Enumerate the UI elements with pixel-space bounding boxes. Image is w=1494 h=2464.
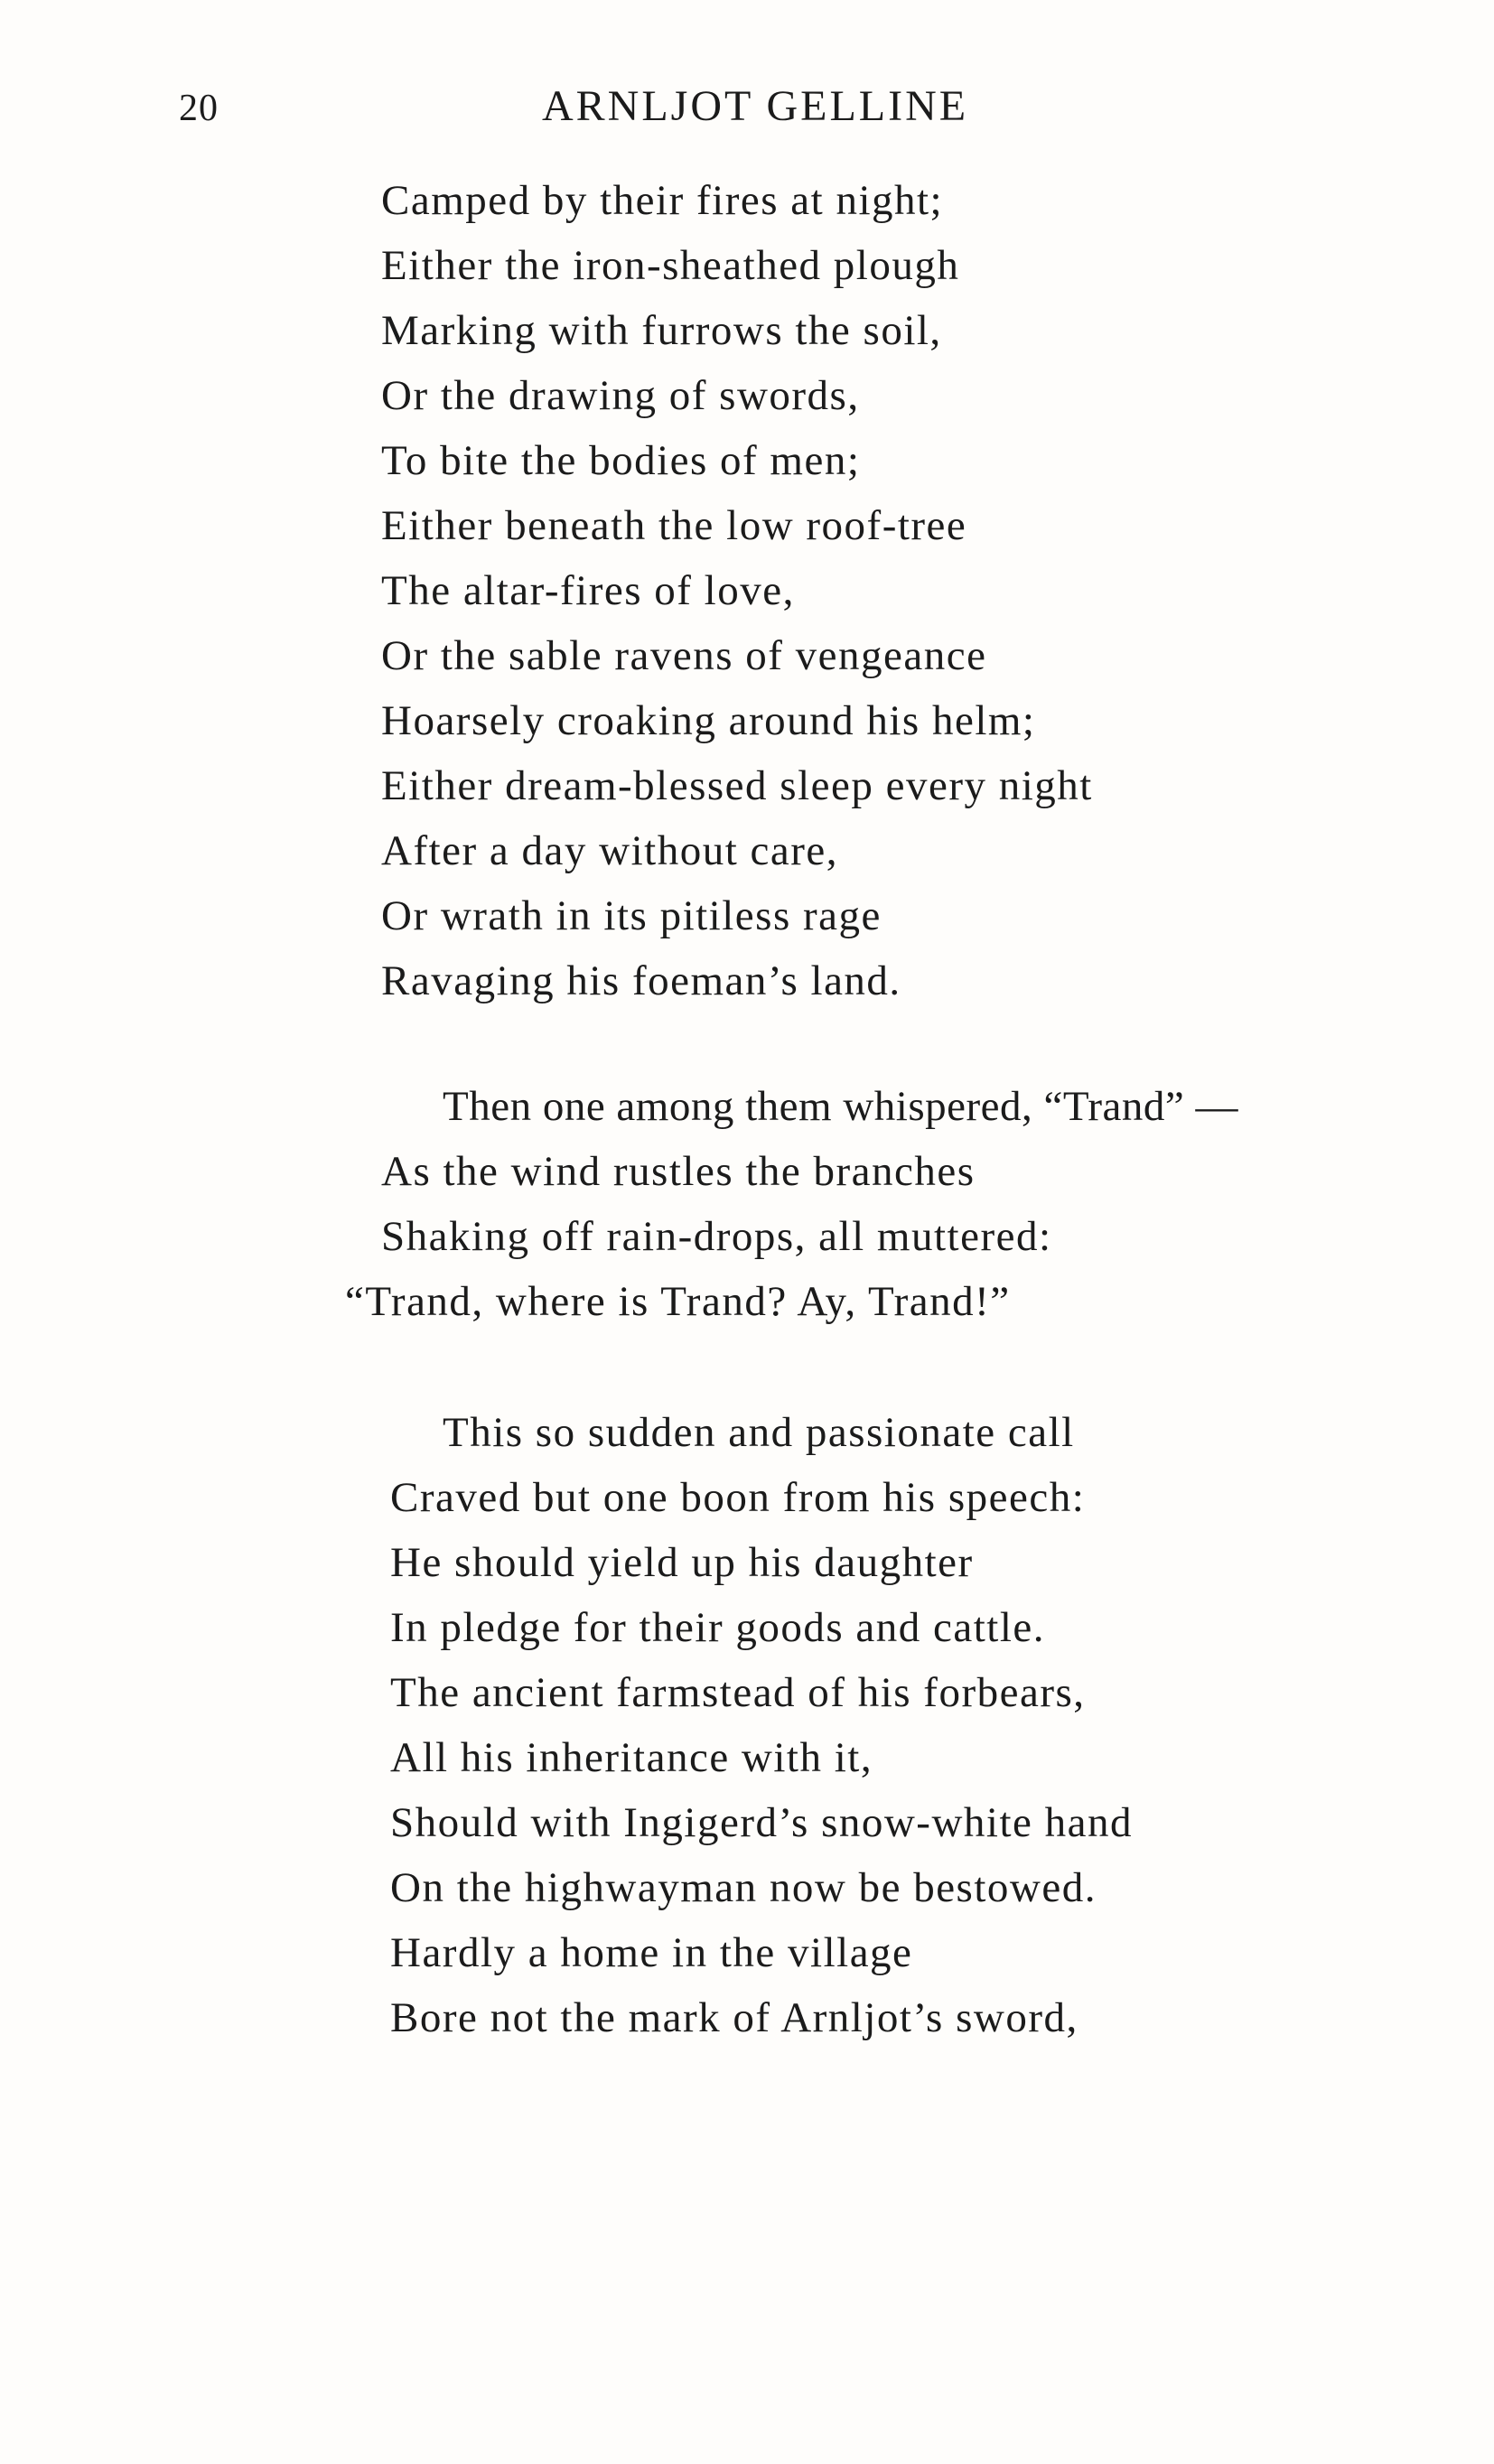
stanza-1 — [381, 168, 1093, 1013]
poem-line: Camped by their fires at night; — [381, 177, 944, 224]
poem-line: Should with Ingigerd’s snow-white hand — [390, 1799, 1133, 1846]
poem-line: To bite the bodies of men; — [381, 437, 861, 484]
poem-line: Either beneath the low roof-tree — [381, 502, 967, 549]
poem-line: The altar-fires of love, — [381, 567, 795, 614]
poem-line: On the highwayman now be bestowed. — [390, 1864, 1097, 1911]
page-number: 20 — [179, 88, 219, 129]
poem-line: Or the sable ravens of vengeance — [381, 632, 987, 679]
poem-line: Hoarsely croaking around his helm; — [381, 697, 1036, 744]
poem-line: Either the iron-sheathed plough — [381, 242, 960, 289]
stanza-2 — [345, 1074, 1239, 1334]
poem-line: All his inheritance with it, — [390, 1734, 873, 1781]
poem-line: Bore not the mark of Arnljot’s sword, — [390, 1994, 1078, 2041]
poem-line: Either dream-blessed sleep every night — [381, 762, 1093, 809]
poem-line: This so sudden and passionate call — [443, 1409, 1075, 1456]
poem-line: After a day without care, — [381, 827, 838, 874]
poem-line: As the wind rustles the branches — [381, 1148, 976, 1195]
poem-line: He should yield up his daughter — [390, 1539, 974, 1586]
poem-line: Or the drawing of swords, — [381, 372, 860, 419]
poem-line: Then one among them whispered, “Trand” — — [443, 1083, 1239, 1130]
poem-line: Shaking off rain-drops, all muttered: — [381, 1213, 1052, 1260]
poem-line: Craved but one boon from his speech: — [390, 1474, 1086, 1521]
poem-line: “Trand, where is Trand? Ay, Trand!” — [345, 1278, 1011, 1325]
poem-line: Hardly a home in the village — [390, 1929, 913, 1976]
poem-line: In pledge for their goods and cattle. — [390, 1604, 1046, 1651]
poem-line: The ancient farmstead of his forbears, — [390, 1669, 1086, 1716]
poem-line: Marking with furrows the soil, — [381, 307, 942, 354]
poem-line: Ravaging his foeman’s land. — [381, 957, 901, 1004]
stanza-3 — [390, 1400, 1133, 2050]
poem-line: Or wrath in its pitiless rage — [381, 892, 882, 939]
running-title: ARNLJOT GELLINE — [542, 82, 969, 130]
